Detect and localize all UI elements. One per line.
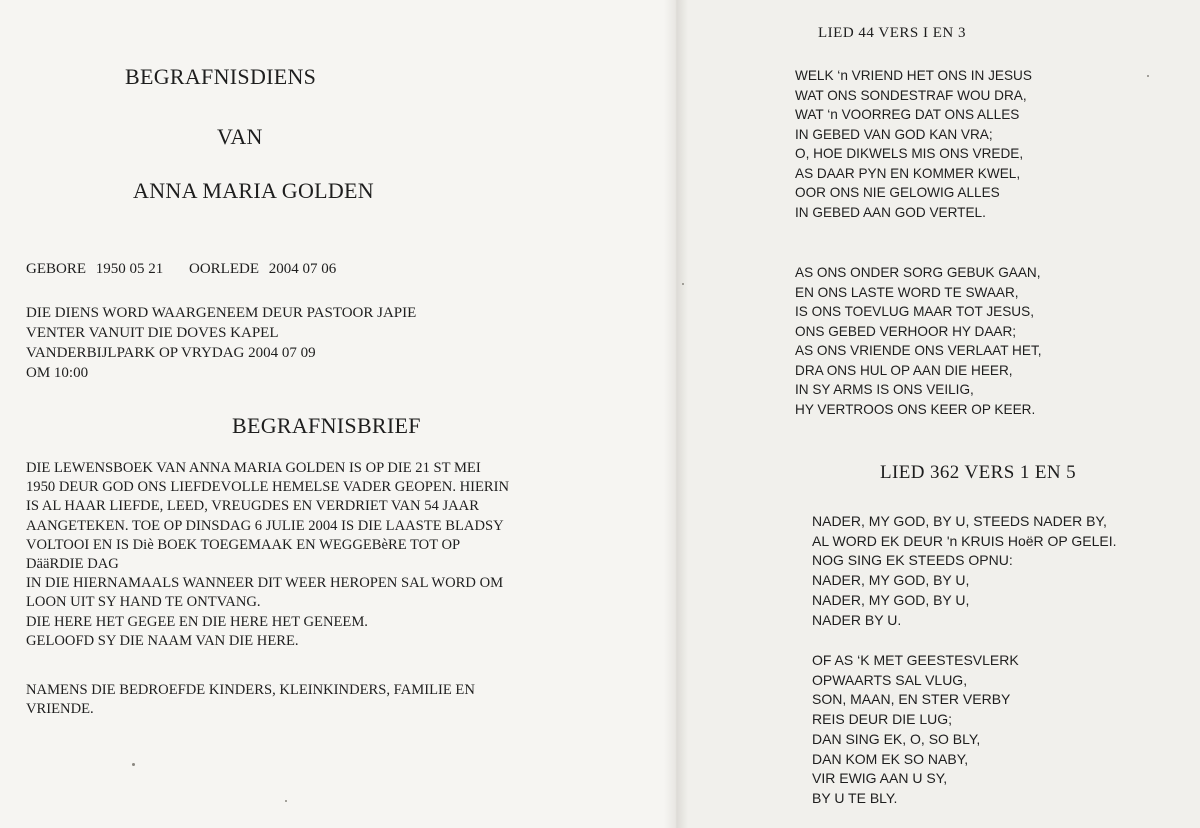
verse-line: WAT ‘n VOORREG DAT ONS ALLES <box>795 107 1020 122</box>
letter-line: DIE LEWENSBOEK VAN ANNA MARIA GOLDEN IS OP DIE 21 ST MEI <box>26 460 481 476</box>
verse-line: NADER, MY GOD, BY U, <box>812 572 970 589</box>
verse-line: IN SY ARMS IS ONS VEILIG, <box>795 382 974 397</box>
service-line: VANDERBIJLPARK OP VRYDAG 2004 07 09 <box>26 345 316 361</box>
service-title-van: VAN <box>217 124 263 149</box>
letter-line: VOLTOOI EN IS Diè BOEK TOEGEMAAK EN WEGGEBèRE TOT OP <box>26 536 461 553</box>
letter-line: 1950 DEUR GOD ONS LIEFDEVOLLE HEMELSE VADER GEOPEN. HIERIN <box>26 479 510 496</box>
verse-line: REIS DEUR DIE LUG; <box>812 711 953 728</box>
letter-line: DääRDIE DAG <box>26 556 119 573</box>
verse-line: O, HOE DIKWELS MIS ONS VREDE, <box>795 146 1024 161</box>
dates-line <box>26 260 336 279</box>
letter-line: IN DIE HIERNAMAALS WANNEER DIT WEER HEROPEN SAL WORD OM <box>26 575 504 592</box>
letter-line: GELOOFD SY DIE NAAM VAN DIE HERE. <box>26 632 299 649</box>
service-line: VENTER VANUIT DIE DOVES KAPEL <box>26 325 279 341</box>
verse-line: SON, MAAN, EN STER VERBY <box>812 691 1011 708</box>
verse-line: NADER, MY GOD, BY U, STEEDS NADER BY, <box>812 513 1107 529</box>
letter-heading: BEGRAFNISBRIEF <box>232 413 421 438</box>
hymn-1-verse-2 <box>795 263 1042 419</box>
service-details <box>26 303 416 383</box>
verse-line: HY VERTROOS ONS KEER OP KEER. <box>795 401 1036 417</box>
hymn-2-verse-2 <box>812 651 1019 809</box>
hymn-1-verse-1 <box>795 66 1032 222</box>
born-date: 1950 05 21 <box>95 261 164 277</box>
closing-note <box>26 681 475 719</box>
verse-line: AL WORD EK DEUR 'n KRUIS HoëR OP GELEI. <box>812 532 1117 549</box>
verse-line: OOR ONS NIE GELOWIG ALLES <box>795 185 1000 200</box>
verse-line: VIR EWIG AAN U SY, <box>812 770 948 787</box>
page-fold <box>664 0 688 828</box>
verse-line: AS ONS ONDER SORG GEBUK GAAN, <box>795 265 1041 280</box>
verse-line: IN GEBED AAN GOD VERTEL. <box>795 204 986 220</box>
letter-line: AANGETEKEN. TOE OP DINSDAG 6 JULIE 2004 IS DIE LAASTE BLADSY <box>26 517 504 534</box>
service-line: DIE DIENS WORD WAARGENEEM DEUR PASTOOR JAPIE <box>26 305 417 321</box>
verse-line: DAN KOM EK SO NABY, <box>812 750 969 767</box>
letter-line: DIE HERE HET GEGEE EN DIE HERE HET GENEEM. <box>26 613 368 630</box>
verse-line: NOG SING EK STEEDS OPNU: <box>812 552 1013 569</box>
verse-line: OPWAARTS SAL VLUG, <box>812 671 968 688</box>
deceased-name: ANNA MARIA GOLDEN <box>133 178 374 203</box>
scan-speck <box>285 800 287 802</box>
closing-line: VRIENDE. <box>26 701 94 718</box>
verse-line: WELK ‘n VRIEND HET ONS IN JESUS <box>795 68 1032 83</box>
scan-speck <box>132 763 135 766</box>
hymn-2-verse-1 <box>812 512 1117 630</box>
verse-line: EN ONS LASTE WORD TE SWAAR, <box>795 284 1019 300</box>
service-line: OM 10:00 <box>26 365 89 381</box>
verse-line: AS DAAR PYN EN KOMMER KWEL, <box>795 165 1021 181</box>
letter-line: IS AL HAAR LIEFDE, LEED, VREUGDES EN VERDRIET VAN 54 JAAR <box>26 498 479 515</box>
verse-line: NADER BY U. <box>812 611 902 628</box>
hymn-1-heading: LIED 44 VERS I EN 3 <box>818 25 966 41</box>
service-title: BEGRAFNISDIENS <box>125 64 317 89</box>
letter-line: LOON UIT SY HAND TE ONTVANG. <box>26 594 261 611</box>
closing-line: NAMENS DIE BEDROEFDE KINDERS, KLEINKINDERS, FAMILIE EN <box>26 682 475 698</box>
verse-line: AS ONS VRIENDE ONS VERLAAT HET, <box>795 343 1042 358</box>
verse-line: WAT ONS SONDESTRAF WOU DRA, <box>795 87 1027 103</box>
verse-line: ONS GEBED VERHOOR HY DAAR; <box>795 323 1017 339</box>
verse-line: OF AS ‘K MET GEESTESVLERK <box>812 652 1019 668</box>
verse-line: IS ONS TOEVLUG MAAR TOT JESUS, <box>795 304 1034 319</box>
hymn-2-heading: LIED 362 VERS 1 EN 5 <box>880 462 1077 483</box>
died-label: OORLEDE <box>189 261 259 277</box>
verse-line: IN GEBED VAN GOD KAN VRA; <box>795 126 993 142</box>
scan-speck <box>1147 75 1149 77</box>
verse-line: BY U TE BLY. <box>812 789 898 806</box>
died-date: 2004 07 06 <box>268 261 337 277</box>
funeral-letter <box>26 459 509 651</box>
verse-line: NADER, MY GOD, BY U, <box>812 591 970 608</box>
scan-speck <box>682 283 684 285</box>
born-label: GEBORE <box>26 261 86 277</box>
verse-line: DRA ONS HUL OP AAN DIE HEER, <box>795 362 1013 378</box>
verse-line: DAN SING EK, O, SO BLY, <box>812 730 981 747</box>
